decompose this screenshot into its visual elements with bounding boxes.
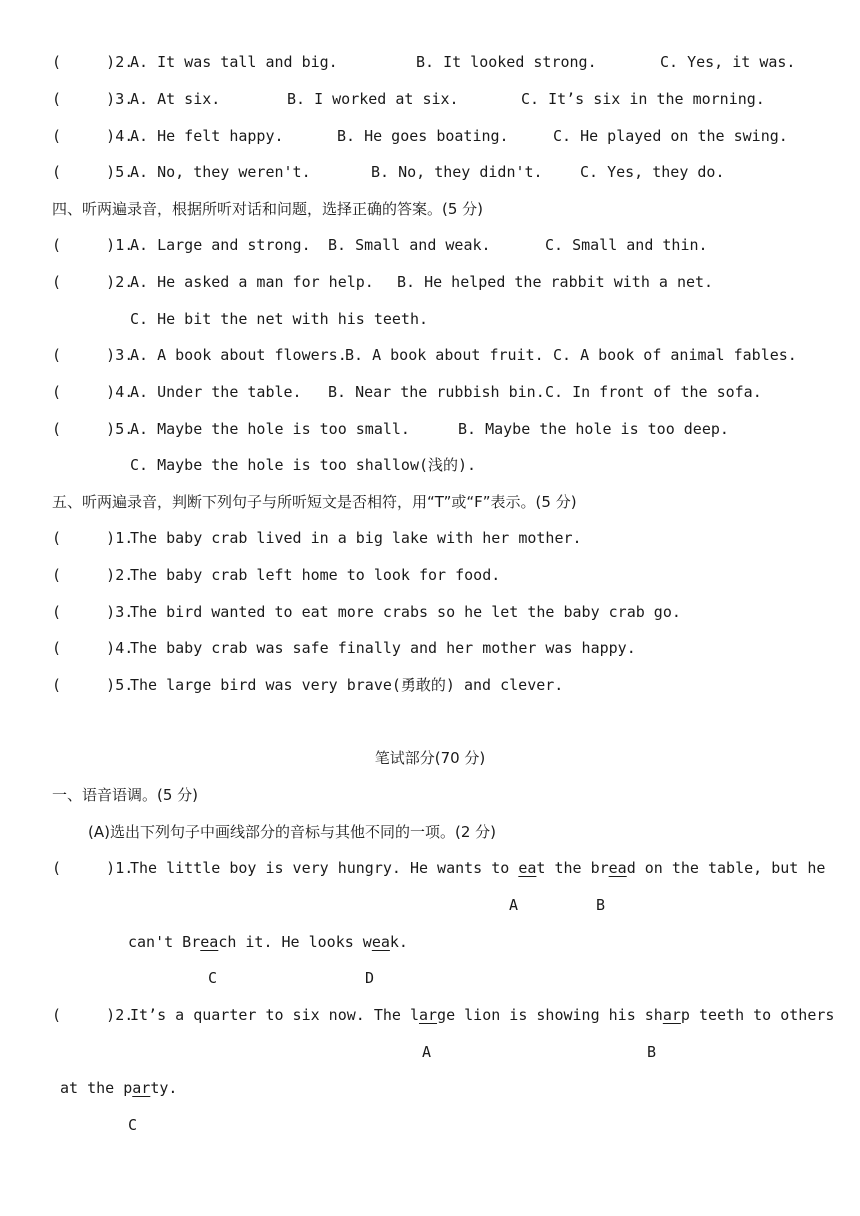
option-a: A. Large and strong. [130,236,311,254]
answer-paren[interactable]: ( )2. [52,1006,134,1024]
label-d: D [365,969,375,987]
underlined-part-b: ea [608,859,627,877]
sentence-text: p teeth to others [680,1006,835,1024]
option-c: C. In front of the sofa. [545,383,762,401]
part-a-instruction: (A)选出下列句子中画线部分的音标与其他不同的一项。(2 分) [88,823,496,841]
sentence-text: ge lion is showing his sh [437,1006,663,1024]
answer-paren[interactable]: ( )2. [52,566,134,584]
option-b: B. I worked at six. [287,90,459,108]
statement-text: The baby crab left home to look for food. [130,566,501,584]
statement-text: The bird wanted to eat more crabs so he let the baby crab go. [130,603,681,621]
sentence-line-1 [130,1005,834,1025]
option-c: C. Yes, they do. [580,163,725,181]
answer-paren[interactable]: ( )5. [52,163,134,181]
option-a: A. At six. [130,90,221,108]
written-part-title: 笔试部分(70 分) [374,749,486,767]
answer-paren[interactable]: ( )1. [52,859,134,877]
statement-text: The large bird was very brave(勇敢的) and clever. [130,676,564,694]
underlined-part-b: ar [662,1006,681,1024]
option-a: A. A book about flowers. [130,346,347,364]
option-b: B. Near the rubbish bin. [328,383,545,401]
underlined-part-a: ea [518,859,537,877]
sentence-text: can't Br [128,933,201,951]
option-a: A. Maybe the hole is too small. [130,420,410,438]
option-c: C. Small and thin. [545,236,708,254]
sentence-line-2 [60,1078,177,1098]
label-b: B [647,1043,657,1061]
option-a: A. It was tall and big. [130,53,338,71]
answer-paren[interactable]: ( )5. [52,676,134,694]
underlined-part-d: ea [371,933,390,951]
option-b: B. It looked strong. [416,53,597,71]
option-c: C. Maybe the hole is too shallow(浅的). [130,456,477,474]
sentence-text: ch it. He looks w [218,933,372,951]
sentence-text: at the p [60,1079,133,1097]
answer-paren[interactable]: ( )1. [52,236,134,254]
section-4-heading: 四、听两遍录音，根据所听对话和问题，选择正确的答案。(5 分) [52,200,484,218]
underlined-part-c: ea [200,933,219,951]
sentence-text: k. [389,933,408,951]
sentence-line-2 [128,932,408,952]
answer-paren[interactable]: ( )2. [52,53,134,71]
answer-paren[interactable]: ( )3. [52,346,134,364]
sentence-text: d on the table, but he [626,859,826,877]
option-c: C. A book of animal fables. [553,346,797,364]
label-b: B [596,896,606,914]
sentence-text: t the br [536,859,609,877]
answer-paren[interactable]: ( )5. [52,420,134,438]
part-1-heading: 一、语音语调。(5 分) [52,786,199,804]
underlined-part-c: ar [132,1079,151,1097]
option-a: A. He felt happy. [130,127,284,145]
option-b: B. A book about fruit. [345,346,544,364]
sentence-text: It’s a quarter to six now. The l [130,1006,419,1024]
option-a: A. He asked a man for help. [130,273,374,291]
option-b: B. Small and weak. [328,236,491,254]
option-b: B. No, they didn't. [371,163,543,181]
statement-text: The baby crab lived in a big lake with her mother. [130,529,582,547]
option-b: B. He goes boating. [337,127,509,145]
answer-paren[interactable]: ( )1. [52,529,134,547]
label-c: C [208,969,218,987]
option-c: C. Yes, it was. [660,53,796,71]
answer-paren[interactable]: ( )3. [52,90,134,108]
option-b: B. Maybe the hole is too deep. [458,420,729,438]
statement-text: The baby crab was safe finally and her mother was happy. [130,639,636,657]
label-a: A [509,896,519,914]
label-a: A [422,1043,432,1061]
sentence-text: ty. [150,1079,178,1097]
answer-paren[interactable]: ( )4. [52,383,134,401]
answer-paren[interactable]: ( )2. [52,273,134,291]
option-b: B. He helped the rabbit with a net. [397,273,714,291]
answer-paren[interactable]: ( )3. [52,603,134,621]
option-c: C. He played on the swing. [553,127,788,145]
option-a: A. No, they weren't. [130,163,311,181]
sentence-line-1 [130,858,825,878]
sentence-text: The little boy is very hungry. He wants to [130,859,519,877]
answer-paren[interactable]: ( )4. [52,639,134,657]
option-c: C. It’s six in the morning. [521,90,765,108]
label-c: C [128,1116,138,1134]
answer-paren[interactable]: ( )4. [52,127,134,145]
section-5-heading: 五、听两遍录音，判断下列句子与所听短文是否相符，用“T”或“F”表示。(5 分) [52,493,577,511]
option-a: A. Under the table. [130,383,302,401]
option-c: C. He bit the net with his teeth. [130,310,429,328]
underlined-part-a: ar [418,1006,438,1024]
